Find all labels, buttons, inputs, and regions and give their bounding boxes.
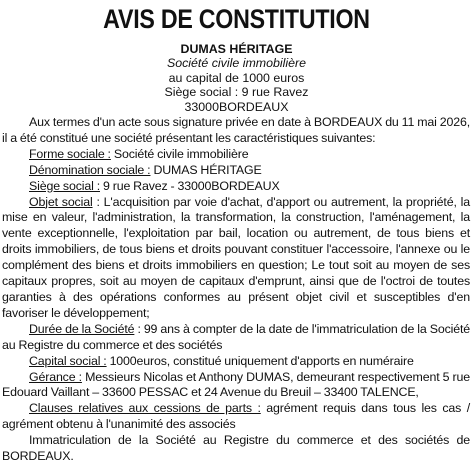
item-label: Capital social :	[29, 353, 107, 368]
company-seat: Siège social : 9 rue Ravez	[164, 85, 309, 100]
item-registered-office	[2, 179, 470, 195]
company-form: Société civile immobilière	[166, 56, 307, 71]
item-share-transfer	[2, 401, 470, 433]
item-label: Gérance :	[29, 369, 82, 384]
item-management	[2, 370, 470, 402]
item-text: 1000euros, constitué uniquement d'apports en numéraire	[106, 353, 414, 368]
item-label: Clauses relatives aux cessions de parts :	[29, 401, 261, 416]
item-share-capital	[2, 354, 470, 370]
item-text: : L'acquisition par voie d'achat, d'apport ou autrement, la propriété, la mise en valeur, l'administration, la transformation, la construction, l'aménagement, la vente exceptionnelle, l'exploitation par bail, location ou autrement, de tous biens et droits immobiliers, de tous biens et droits pouvant constituer l'accessoire, l'annexe ou le complément des biens et droits immobiliers en question; Le tout soit au moyen de ses capitaux propres, soit au moyen de capitaux d'emprunt, ainsi que de l'octroi de toutes garanties à des opérations conformes au présent objet civil et susceptibles d'en favoriser le développement;	[2, 194, 471, 320]
notice-title: AVIS DE CONSTITUTION	[103, 4, 370, 34]
company-capital: au capital de 1000 euros	[168, 70, 305, 85]
item-text: Messieurs Nicolas et Anthony DUMAS, demeurant respectivement 5 rue Edouard Vaillant – 33600 PESSAC et 24 Avenue du Breuil – 33400 TALENCE,	[2, 369, 470, 400]
item-text: DUMAS HÉRITAGE	[150, 162, 262, 177]
item-company-name	[2, 163, 470, 179]
company-header	[0, 42, 473, 114]
item-label: Siège social :	[29, 178, 100, 193]
closing-paragraph: Immatriculation de la Société au Registre du commerce et des sociétés de BORDEAUX.	[2, 433, 470, 464]
intro-paragraph: Aux termes d'un acte sous signature privée en date à BORDEAUX du 11 mai 2026, il a été constitué une société présentant les caractéristiques suivantes:	[2, 115, 470, 145]
item-text: 9 rue Ravez - 33000BORDEAUX	[100, 178, 280, 193]
item-text: Société civile immobilière	[110, 146, 249, 161]
item-label: Dénomination sociale :	[29, 162, 151, 177]
item-text: agrément requis dans tous les cas / agrément obtenu à l'unanimité des associés	[2, 401, 470, 432]
company-seat-city: 33000BORDEAUX	[184, 99, 289, 114]
company-name: DUMAS HÉRITAGE	[180, 42, 293, 56]
item-legal-form	[2, 147, 470, 163]
item-corporate-purpose	[2, 195, 470, 322]
item-label: Durée de la Société	[29, 321, 135, 336]
item-label: Forme sociale :	[29, 146, 111, 161]
item-duration	[2, 322, 470, 354]
notice-body	[2, 115, 470, 465]
item-label: Objet social	[29, 194, 93, 209]
item-text: : 99 ans à compter de la date de l'immatriculation de la Société au Registre du commerce et des sociétés	[2, 321, 470, 352]
